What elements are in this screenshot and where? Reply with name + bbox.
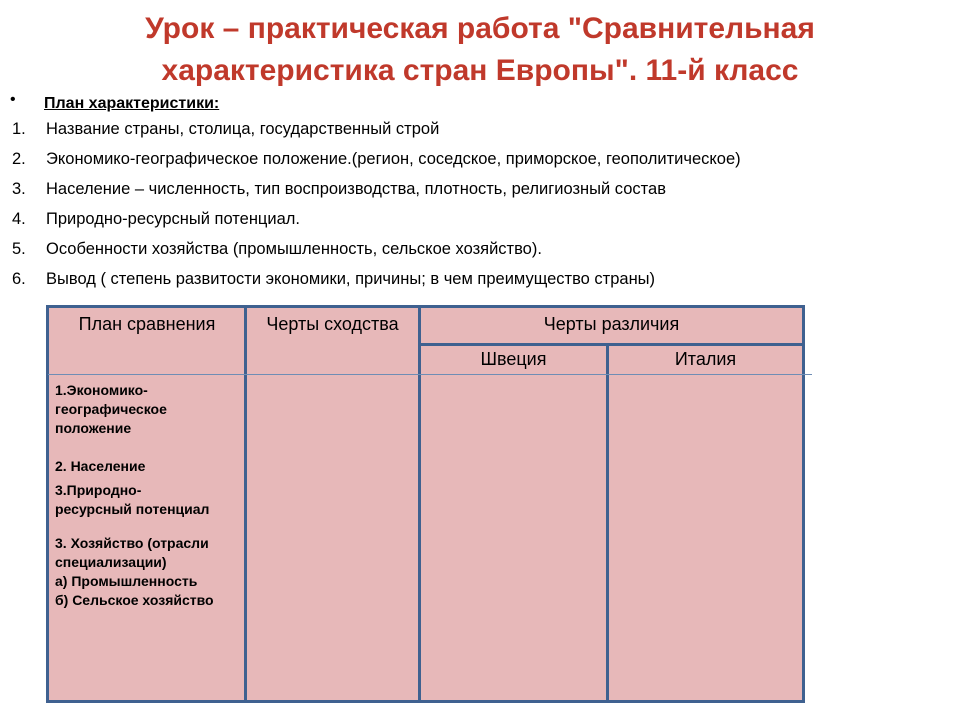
list-item-text: Природно-ресурсный потенциал. xyxy=(46,210,300,228)
list-item-text: Население – численность, тип воспроизводства, плотность, религиозный состав xyxy=(46,180,666,198)
table-border-bottom xyxy=(46,700,805,703)
list-item-text: Особенности хозяйства (промышленность, сельское хозяйство). xyxy=(46,240,542,258)
plan-rows xyxy=(55,381,245,610)
list-item-number: 1. xyxy=(12,120,26,138)
list-item-number: 5. xyxy=(12,240,26,258)
table-divider xyxy=(418,343,804,346)
table-border-top xyxy=(46,305,805,308)
page-title: Урок – практическая работа "Сравнительная характеристика стран Европы". 11-й класс xyxy=(145,12,815,87)
list-item-text: Экономико-географическое положение.(регион, соседское, приморское, геополитическое) xyxy=(46,150,741,168)
list-item-number: 6. xyxy=(12,270,26,288)
row-label: 1.Экономико- географическое положение xyxy=(55,382,167,436)
list-item-number: 2. xyxy=(12,150,26,168)
header-italy: Италия xyxy=(674,349,737,369)
table-divider xyxy=(48,374,812,375)
list-item-text: Название страны, столица, государственный строй xyxy=(46,120,440,138)
table-divider xyxy=(606,345,609,703)
list-item-number: 4. xyxy=(12,210,26,228)
row-label: 2. Население xyxy=(55,458,146,474)
header-differences: Черты различия xyxy=(543,314,680,334)
list-item-text: Вывод ( степень развитости экономики, причины; в чем преимущество страны) xyxy=(46,270,656,288)
header-similarities: Черты сходства xyxy=(266,314,399,334)
header-sweden: Швеция xyxy=(480,349,547,369)
table-border-left xyxy=(46,306,49,703)
row-label: 3. Хозяйство (отрасли специализации) а) Промышленность б) Сельское хозяйство xyxy=(55,535,214,608)
header-plan: План сравнения xyxy=(78,314,216,334)
row-label: 3.Природно- ресурсный потенциал xyxy=(55,482,210,517)
table-border-right xyxy=(802,306,805,703)
plan-heading: План характеристики: xyxy=(44,95,220,112)
bullet-marker: • xyxy=(10,91,16,108)
list-item-number: 3. xyxy=(12,180,26,198)
